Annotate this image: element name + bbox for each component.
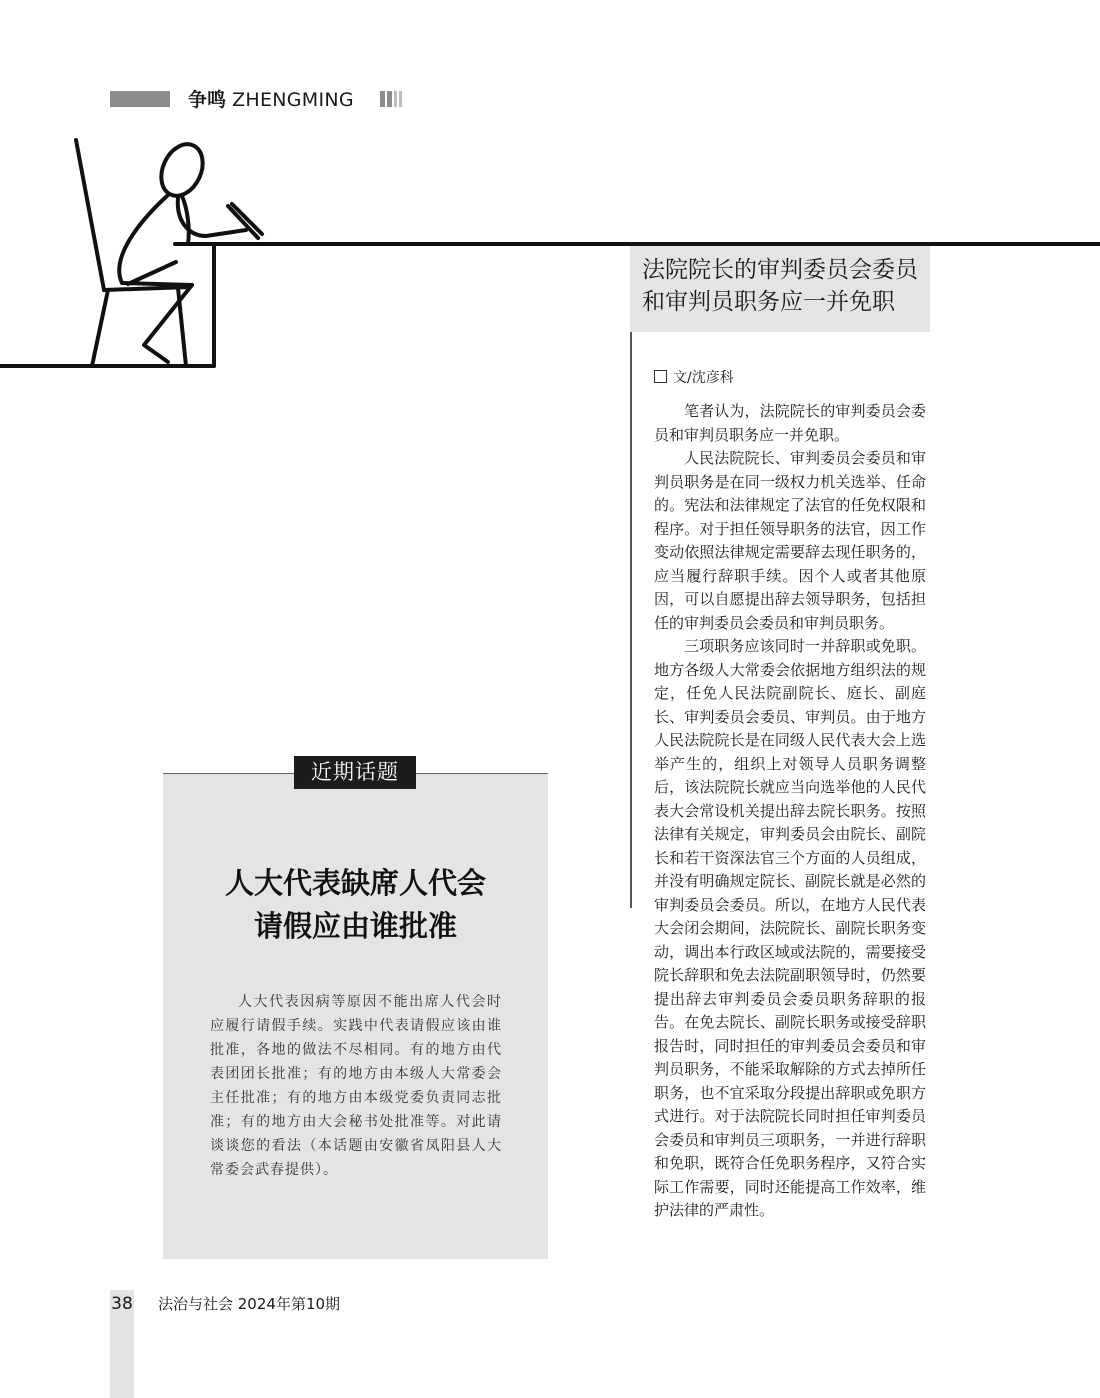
article-byline xyxy=(654,368,734,388)
page-number: 38 xyxy=(111,1294,133,1314)
topic-title-line2: 请假应由谁批准 xyxy=(253,909,457,943)
topic-text: 人大代表因病等原因不能出席人代会时应履行请假手续。实践中代表请假应该由谁批准，各地的做法不尽相同。有的地方由代表团团长批准；有的地方由本级人大常委会主任批准；有的地方由本级党委负责同志批准；有的地方由大会秘书处批准等。对此请谈谈您的看法（本话题由安徽省凤阳县人大常委会武春提供）。 xyxy=(210,994,502,1178)
article-title-box xyxy=(630,246,930,332)
topic-title-line1: 人大代表缺席人代会 xyxy=(224,866,486,900)
section-label xyxy=(188,88,354,112)
article-paragraph: 笔者认为，法院院长的审判委员会委员和审判员职务应一并免职。 xyxy=(654,402,926,444)
stick-figure-writing-illustration xyxy=(0,120,1100,380)
topic-tag: 近期话题 xyxy=(294,756,416,789)
header-bars-icon xyxy=(380,91,410,107)
section-label-en: ZHENGMING xyxy=(232,89,354,111)
column-divider xyxy=(630,332,632,908)
topic-title xyxy=(163,862,548,948)
article-title: 法院院长的审判委员会委员和审判员职务应一并免职 xyxy=(642,257,918,315)
article-paragraph: 人民法院院长、审判委员会委员和审判员职务是在同一级权力机关选举、任命的。宪法和法律规定了法官的任免权限和程序。对于担任领导职务的法官，因工作变动依照法律规定需要辞去现任职务的，应当履行辞职手续。因个人或者其他原因，可以自愿提出辞去领导职务，包括担任的审判委员会委员和审判员职务。 xyxy=(654,449,926,632)
article-paragraph: 三项职务应该同时一并辞职或免职。地方各级人大常委会依据地方组织法的规定，任免人民法院副院长、庭长、副庭长、审判委员会委员、审判员。由于地方人民法院院长是在同级人民代表大会上选举产生的，组织上对领导人员职务调整后，该法院院长就应当向选举他的人民代表大会常设机关提出辞去院长职务。按照法律有关规定，审判委员会由院长、副院长和若干资深法官三个方面的人员组成，并没有明确规定院长、副院长就是必然的审判委员会委员。所以，在地方人民代表大会闭会期间，法院院长、副院长职务变动，调出本行政区域或法院的，需要接受院长辞职和免去法院副职领导时，仍然要提出辞去审判委员会委员职务辞职的报告。在免去院长、副院长职务或接受辞职报告时，同时担任的审判委员会委员和审判员职务，不能采取解除的方式去掉所任职务，也不宜采取分段提出辞职或免职方式进行。对于法院院长同时担任审判委员会委员和审判员三项职务，一并进行辞职和免职，既符合任免职务程序，又符合实际工作需要，同时还能提高工作效率，维护法律的严肃性。 xyxy=(654,637,926,1219)
section-label-cn: 争鸣 xyxy=(188,89,227,111)
empty-square-icon xyxy=(654,370,667,383)
byline-text: 文/沈彦科 xyxy=(673,370,734,386)
journal-name: 法治与社会 2024年第10期 xyxy=(158,1295,341,1313)
header-gray-bar xyxy=(110,91,170,107)
article-body xyxy=(654,400,926,1223)
